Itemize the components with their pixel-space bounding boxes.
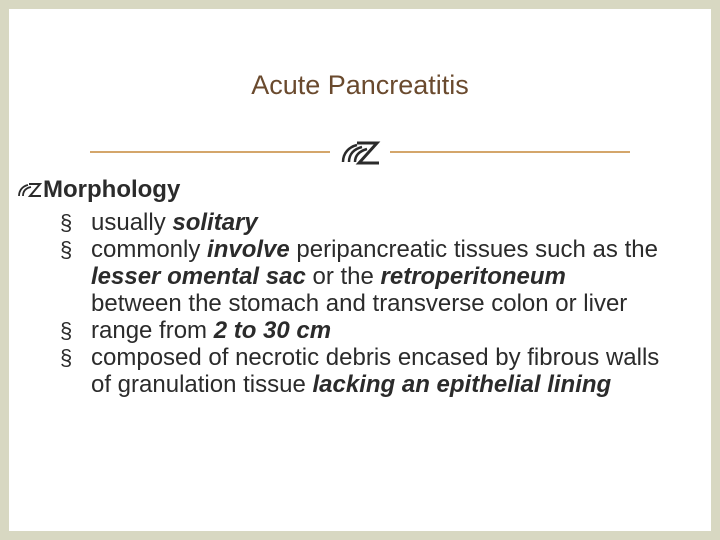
bullet-item: [0, 209, 661, 236]
bullet-marker: §: [60, 345, 73, 370]
bullet-text: range from: [91, 317, 214, 344]
bullet-text: peripancreatic tissues such as the: [289, 236, 658, 263]
bullet-marker: §: [60, 210, 73, 235]
ornament-icon: [337, 135, 383, 169]
section-heading-label: Morphology: [43, 176, 181, 203]
bullet-marker: §: [60, 237, 73, 262]
bullet-item: [0, 317, 661, 344]
bullet-item: [0, 344, 661, 398]
divider-line-left: [90, 151, 330, 153]
section-heading: [16, 176, 180, 204]
bullet-list: [0, 209, 720, 398]
divider-line-right: [390, 151, 630, 153]
bullet-text: or the: [305, 263, 381, 290]
bullet-item: [0, 236, 661, 317]
bullet-text: commonly: [91, 236, 208, 263]
bullet-emphasis-text: retroperitoneum: [380, 263, 566, 290]
slide-title: Acute Pancreatitis: [251, 70, 469, 100]
bullet-emphasis-text: involve: [207, 236, 290, 263]
title-divider: [90, 135, 630, 169]
bullet-text: between the stomach and transverse colon or liver: [91, 290, 628, 317]
bullet-emphasis-text: solitary: [172, 209, 258, 236]
bullet-text: composed of necrotic debris encased by fibrous walls of granulation tissue: [91, 344, 660, 398]
bullet-marker: §: [60, 318, 73, 343]
bullet-emphasis-text: 2 to 30 cm: [213, 317, 332, 344]
ornament-bullet-icon: [16, 179, 42, 199]
bullet-emphasis-text: lesser omental sac: [91, 263, 306, 290]
bullet-text: usually: [91, 209, 173, 236]
bullet-emphasis-text: lacking an epithelial lining: [312, 371, 612, 398]
